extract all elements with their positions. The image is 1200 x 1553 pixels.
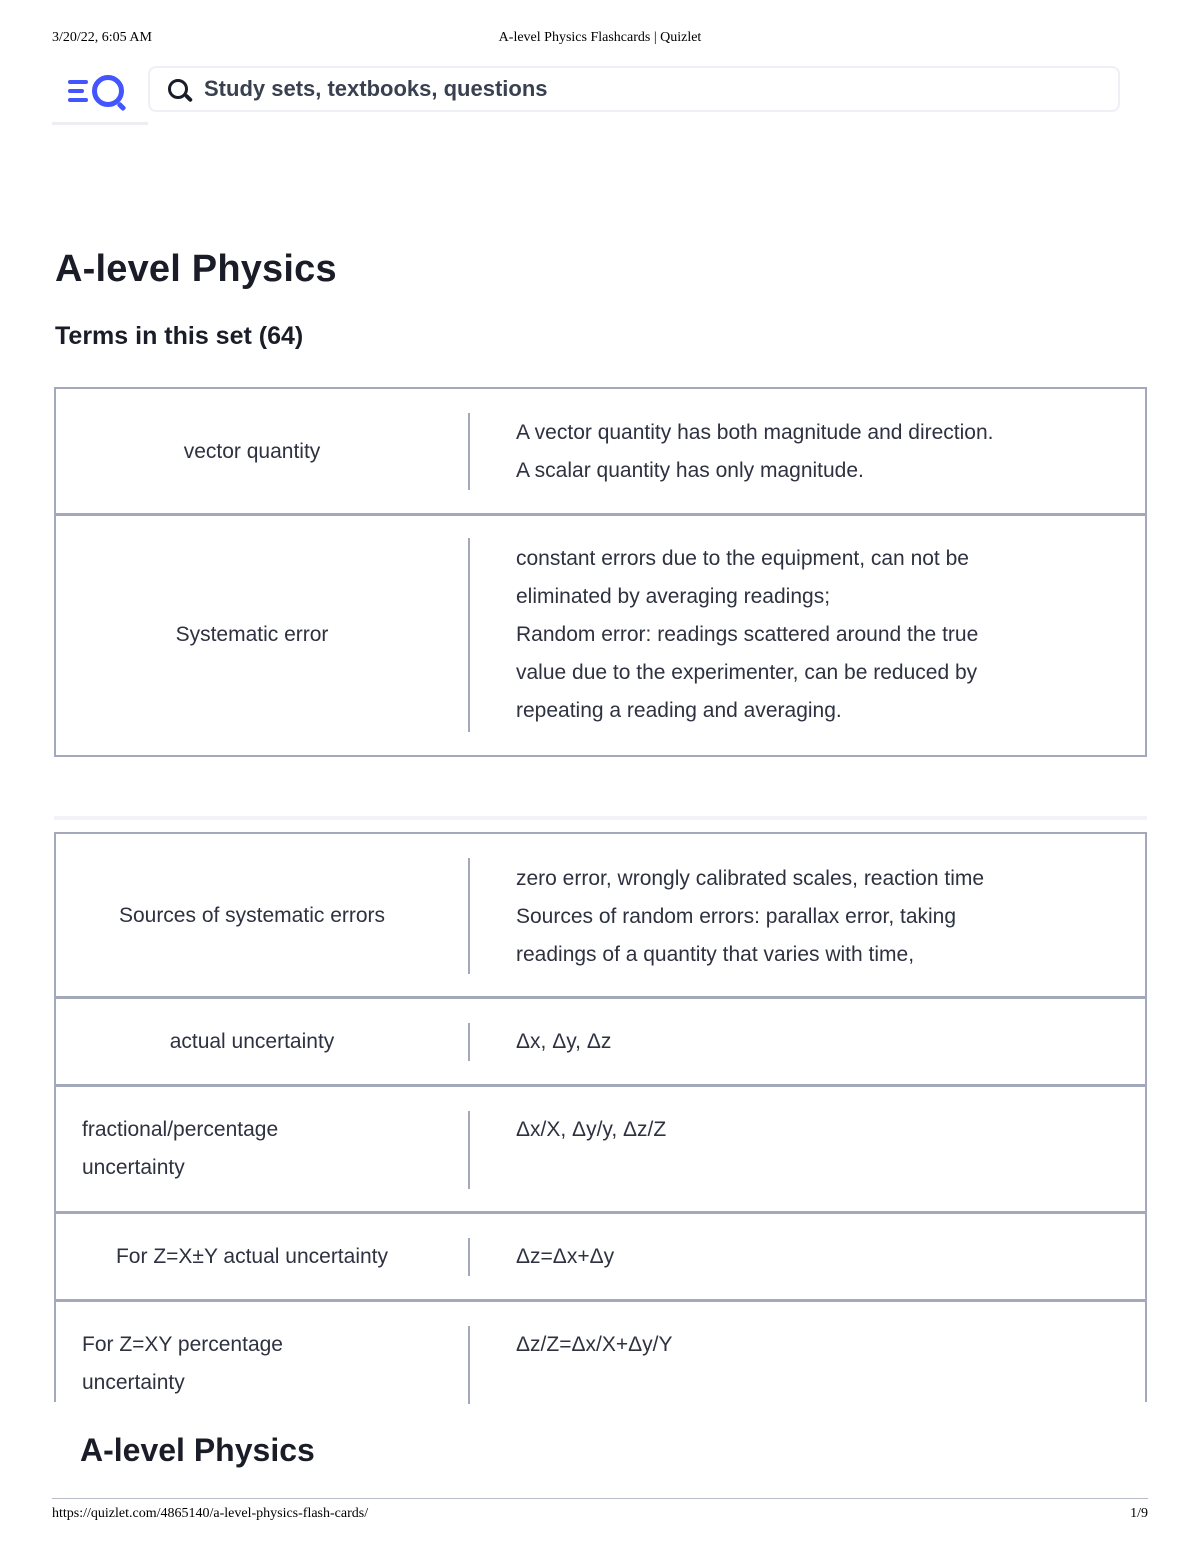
footer-rule — [52, 1498, 1148, 1499]
card-divider — [468, 858, 470, 974]
term-line: uncertainty — [82, 1371, 185, 1394]
card-term: Sources of systematic errors — [118, 904, 386, 927]
definition-line: zero error, wrongly calibrated scales, reaction time — [516, 867, 985, 890]
card-term: actual uncertainty — [169, 1030, 335, 1053]
card-divider — [468, 1023, 470, 1061]
card-row — [56, 1302, 1145, 1404]
card-row — [56, 1214, 1145, 1302]
logo-q-icon — [92, 75, 124, 107]
definition-line: A scalar quantity has only magnitude. — [516, 459, 864, 482]
card-row — [56, 516, 1145, 755]
definition-line: Random error: readings scattered around the true — [516, 623, 979, 646]
card-divider — [468, 1326, 470, 1404]
definition-line: Sources of random errors: parallax error, taking — [516, 905, 957, 928]
definition-line: repeating a reading and averaging. — [516, 699, 842, 722]
card-row — [56, 389, 1145, 516]
card-divider — [468, 1111, 470, 1189]
print-footer — [52, 1506, 1148, 1526]
print-page-number: 1/9 — [1130, 1506, 1148, 1521]
set-title: A-level Physics — [55, 248, 337, 290]
definition-line: A vector quantity has both magnitude and direction. — [516, 421, 994, 444]
card-definition: Δx, Δy, Δz — [516, 1030, 612, 1053]
card-divider — [468, 413, 470, 490]
card-definition — [516, 540, 1096, 730]
card-row — [56, 834, 1145, 999]
card-divider — [468, 538, 470, 732]
page-running-title: A-level Physics — [80, 1432, 315, 1468]
term-line: uncertainty — [82, 1156, 185, 1179]
card-group — [54, 832, 1147, 1402]
terms-heading: Terms in this set (64) — [55, 322, 304, 350]
card-definition: Δz=Δx+Δy — [516, 1245, 615, 1268]
definition-line: value due to the experimenter, can be reduced by — [516, 661, 978, 684]
print-url: https://quizlet.com/4865140/a-level-physics-flash-cards/ — [52, 1506, 369, 1521]
card-row — [56, 1087, 1145, 1214]
card-term: For Z=X±Y actual uncertainty — [115, 1245, 388, 1268]
search-icon — [164, 69, 204, 109]
card-term: vector quantity — [183, 440, 321, 463]
definition-line: constant errors due to the equipment, can not be — [516, 547, 969, 570]
card-definition: Δz/Z=Δx/X+Δy/Y — [516, 1333, 673, 1356]
print-doc-title: A-level Physics Flashcards | Quizlet — [498, 30, 702, 45]
card-definition: Δx/X, Δy/y, Δz/Z — [516, 1118, 667, 1141]
logo-bars-icon — [68, 80, 88, 102]
card-term: Systematic error — [175, 623, 329, 646]
section-separator — [54, 816, 1147, 820]
term-line: For Z=XY percentage — [82, 1333, 283, 1356]
definition-line: readings of a quantity that varies with time, — [516, 943, 915, 966]
card-term — [82, 1326, 444, 1402]
card-row — [56, 999, 1145, 1087]
card-definition — [516, 414, 1096, 490]
search-bar[interactable] — [148, 66, 1120, 112]
card-divider — [468, 1238, 470, 1276]
logo-underline — [52, 122, 148, 125]
print-header — [52, 30, 1148, 50]
definition-line: eliminated by averaging readings; — [516, 585, 831, 608]
card-term — [82, 1111, 444, 1187]
quizlet-logo[interactable] — [68, 74, 132, 108]
print-datetime: 3/20/22, 6:05 AM — [52, 30, 152, 45]
search-input[interactable] — [204, 76, 1118, 102]
card-group — [54, 387, 1147, 757]
card-definition — [516, 860, 1096, 974]
term-line: fractional/percentage — [82, 1118, 279, 1141]
